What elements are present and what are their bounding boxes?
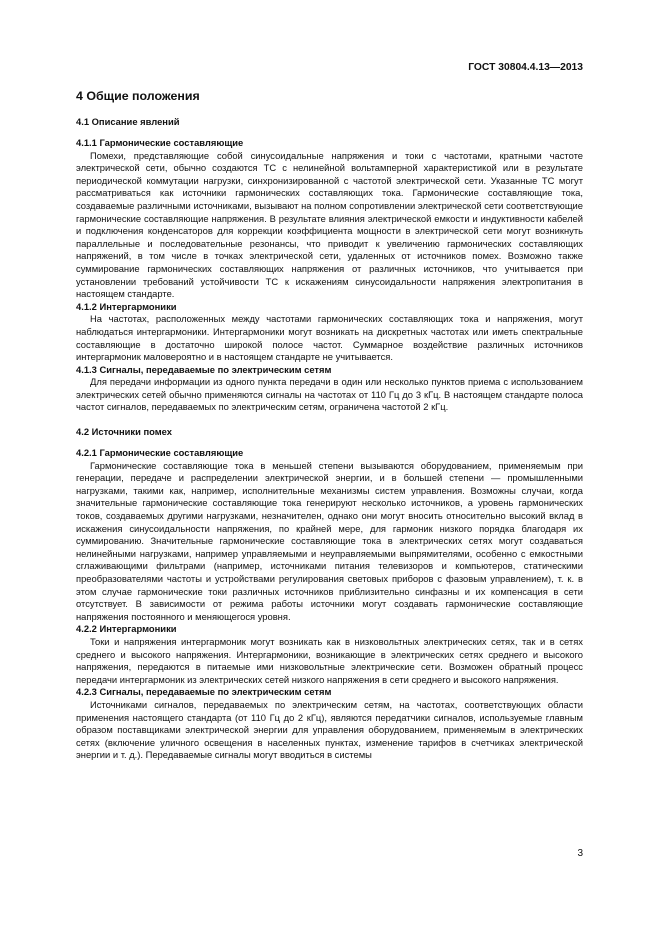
section-title: 4 Общие положения	[76, 89, 200, 103]
item-title-4-2-1: 4.2.1 Гармонические составляющие	[76, 447, 244, 459]
paragraph-4-1-2: На частотах, расположенных между частотами гармонических составляющих тока и напряжения, могут наблюдаться интергармоники. Интергармоники могут возникать на дискретных частотах или иметь спектральные составляющие в достаточно широкой полосе частот. Суммарное воздействие различных источников интергармоник маловероятно и в настоящем стандарте не учитывается.	[76, 313, 583, 363]
paragraph-4-2-1: Гармонические составляющие тока в меньшей степени вызываются оборудованием, применяемым при генерации, передаче и распределении электрической энергии, и в большей степени — промышленными нагрузками, такими как, например, исполнительные механизмы систем управления. Возможны случаи, когда значительные гармонические составляющие тока генерируют несколько источников, а уровень гармонических токов, создаваемых другими нагрузками, незначителен, однако они могут вносить относительно высокий вклад в искажения синусоидальности напряжения, по крайней мере, для гармоник низкого порядка благодаря их суммированию. Значительные гармонические составляющие тока в электрических сетях могут создаваться нелинейными нагрузками, например управляемыми и неуправляемыми выпрямителями, особенно с емкостными сглаживающими фильтрами (например, источниками питания телевизоров и компьютеров, статическими преобразователями частоты и устройствами регулирования световых приборов с фазовым управлением), т. к. в этом случае гармонические токи различных источников приблизительно синфазны и их компенсация в сети отсутствует. В зависимости от режима работы источники могут создавать гармонические составляющие напряжения постоянного и меняющегося уровня.	[76, 459, 583, 622]
paragraph-4-1-3: Для передачи информации из одного пункта передачи в один или несколько пунктов приема с использованием электрических сетей обычно применяются сигналы на частотах от 110 Гц до 3 кГц. В настоящем стандарте полоса частот сигналов, передаваемых по электрическим сетям, ограничена частотой 2 кГц.	[76, 376, 583, 413]
subsection-title-4-1: 4.1 Описание явлений	[76, 116, 180, 127]
page-content	[76, 89, 583, 762]
item-title-4-2-2: 4.2.2 Интергармоники	[76, 623, 177, 635]
document-code: ГОСТ 30804.4.13—2013	[468, 62, 583, 73]
paragraph-4-2-2: Токи и напряжения интергармоник могут возникать как в низковольтных электрических сетях, так и в сетях среднего и высокого напряжения. Интергармоники, возникающие в электрических сетях среднего и высокого напряжения, передаются в питаемые ими низковольтные электрические сети. Возможен обратный процесс передачи интергармоник из электрических сетей низкого напряжения в сети среднего и высокого напряжения.	[76, 635, 583, 685]
page-number: 3	[577, 848, 583, 859]
item-title-4-1-3: 4.1.3 Сигналы, передаваемые по электрическим сетям	[76, 363, 332, 375]
paragraph-4-2-3: Источниками сигналов, передаваемых по электрическим сетям, на частотах, соответствующих области применения настоящего стандарта (от 110 Гц до 2 кГц), являются передатчики сигналов, используемые главным образом поставщиками электрической энергии для управления оборудованием, применяемым в электрических сетях (включение уличного освещения в населенных пунктах, изменение тарифов в счетчиках электрической энергии и т. д.). Передаваемые сигналы могут вводиться в системы	[76, 698, 583, 761]
item-title-4-1-1: 4.1.1 Гармонические составляющие	[76, 137, 244, 148]
item-title-4-2-3: 4.2.3 Сигналы, передаваемые по электрическим сетям	[76, 686, 332, 698]
paragraph-4-1-1: Помехи, представляющие собой синусоидальные напряжения и токи с частотами, кратными частоте электрической сети, обычно создаются ТС с нелинейной вольтамперной характеристикой или в результате периодической коммутации нагрузки, синхронизированной с частотой электрической сети. Указанные ТС могут рассматриваться как источники гармонических составляющих тока. Гармонические составляющие тока, создаваемые различными источниками, вызывают на полном сопротивлении электрической сети соответствующие гармонические составляющие напряжения. В результате влияния электрической емкости и индуктивности кабелей и подключения конденсаторов для коррекции коэффициента мощности в электрической сети могут возникнуть параллельные и последовательные резонансы, что приводит к увеличению гармонических составляющих напряжений, в том числе в точках электрической сети, удаленных от источников помех. Возможно также суммирование гармонических составляющих напряжения от различных источников, что учитывается при установлении требований устойчивости ТС к искажениям синусоидальности напряжения электропитания в настоящем стандарте.	[76, 149, 583, 300]
subsection-title-4-2: 4.2 Источники помех	[76, 426, 172, 438]
item-title-4-1-2: 4.1.2 Интергармоники	[76, 300, 177, 312]
